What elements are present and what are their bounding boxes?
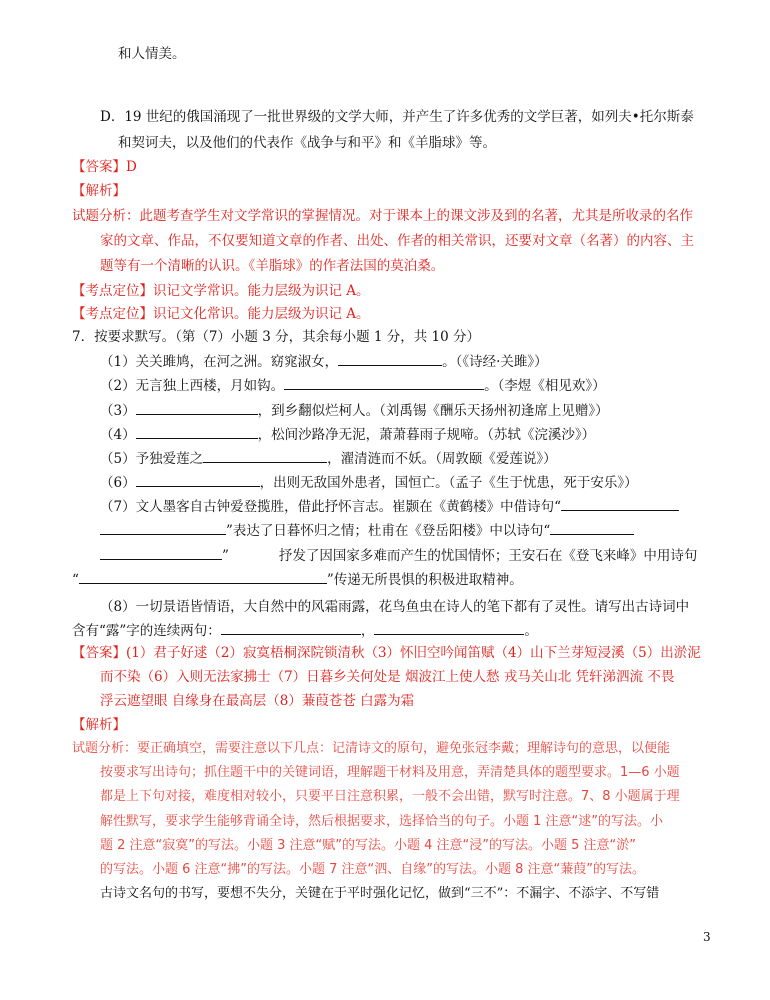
q7-item-4: （4） ，松间沙路净无泥，萧萧暮雨子规啼。（苏轼《浣溪沙》） bbox=[100, 424, 595, 445]
q6-analysis-heading: 【解析】 bbox=[72, 183, 126, 199]
answer-blank[interactable] bbox=[221, 620, 361, 635]
q7-analysis-line: 解性默写，要求学生能够背诵全诗，然后根据要求，选择恰当的句子。小题 1 注意“逑”的写法。小 bbox=[100, 814, 664, 829]
option-c-tail: 和人情美。 bbox=[118, 46, 186, 62]
q7-analysis-line: 都是上下句对接，难度相对较小，只要平日注意积累，一般不会出错，默写时注意。7、8 小题属于理 bbox=[100, 789, 680, 804]
q7-analysis-line: 试题分析：要正确填空，需要注意以下几点：记清诗文的原句，避免张冠李戴；理解诗句的意思，以便能 bbox=[72, 741, 671, 756]
q7-analysis-line: 按要求写出诗句；抓住题干中的关键词语，理解题干材料及用意，弄清楚具体的题型要求。1—6 小题 bbox=[100, 765, 680, 780]
answer-blank[interactable] bbox=[374, 620, 524, 635]
q7-item-3: （3） ，到乡翻似烂柯人。（刘禹锡《酬乐天扬州初逢席上见赠》） bbox=[100, 400, 609, 421]
q7-item-7-line4: “ ”传递无所畏惧的积极进取精神。 bbox=[72, 569, 523, 590]
q7-item-1: （1）关关雎鸠，在河之洲。窈窕淑女， 。（《诗经·关雎》） bbox=[100, 351, 548, 372]
q6-analysis-line: 家的文章、作品，不仅要知道文章的作者、出处、作者的相关常识，还要对文章（名著）的内容、主 bbox=[100, 233, 694, 249]
q6-answer: 【答案】D bbox=[72, 159, 137, 175]
q7-item-7-line3: ” 抒发了因国家多难而产生的忧国情怀；王安石在《登飞来峰》中用诗句 bbox=[100, 545, 697, 566]
q7-item-8-line1: （8）一切景语皆情语，大自然中的风霜雨露，花鸟鱼虫在诗人的笔下都有了灵性。请写出古诗词中 bbox=[100, 599, 690, 615]
answer-blank[interactable] bbox=[136, 472, 260, 487]
q7-item-5: （5）予独爱莲之 ，濯清涟而不妖。（周敦颐《爱莲说》） bbox=[100, 448, 557, 469]
answer-blank[interactable] bbox=[284, 375, 484, 390]
answer-blank[interactable] bbox=[136, 400, 258, 415]
answer-blank[interactable] bbox=[136, 424, 258, 439]
answer-blank[interactable] bbox=[203, 448, 327, 463]
option-d-cont: 和契诃夫，以及他们的代表作《战争与和平》和《羊脂球》等。 bbox=[118, 135, 496, 151]
q6-analysis-line: 试题分析：此题考查学生对文学常识的掌握情况。对于课本上的课文涉及到的名著，尤其是所收录的名作 bbox=[72, 208, 693, 224]
q7-item-2: （2）无言独上西楼，月如钩。 。（李煜《相见欢》） bbox=[100, 375, 606, 396]
answer-blank[interactable] bbox=[100, 520, 226, 535]
q7-title: 7．按要求默写。（第（7）小题 3 分，其余每小题 1 分，共 10 分） bbox=[72, 329, 481, 345]
q7-item-8-line2: 含有“露”字的连续两句： ， 。 bbox=[72, 620, 538, 641]
page-number: 3 bbox=[703, 930, 711, 944]
q7-item-6: （6） ，出则无敌国外患者，国恒亡。（孟子《生于忧患，死于安乐》） bbox=[100, 472, 638, 493]
q7-analysis-line: 题 2 注意“寂寞”的写法。小题 3 注意“赋”的写法。小题 4 注意“浸”的写法。小题 5 注意“淤” bbox=[100, 838, 637, 853]
q7-analysis-line: 古诗文名句的书写，要想不失分，关键在于平时强化记忆，做到“三不”：不漏字、不添字、不写错 bbox=[100, 886, 660, 901]
q6-kaodian-2: 【考点定位】识记文化常识。能力层级为识记 A。 bbox=[72, 306, 370, 322]
option-d: D．19 世纪的俄国涌现了一批世界级的文学大师，并产生了许多优秀的文学巨著，如列夫•托尔斯泰 bbox=[100, 109, 694, 125]
q7-answer-line: 【答案】(1）君子好逑（2）寂寞梧桐深院锁清秋（3）怀旧空吟闻笛赋（4）山下兰芽短浸溪（5）出淤泥 bbox=[72, 645, 701, 661]
q7-answer-line: 而不染（6）入则无法家拂士（7）日暮乡关何处是 烟波江上使人愁 戎马关山北 凭轩涕泗流 不畏 bbox=[100, 669, 675, 685]
answer-blank[interactable] bbox=[79, 569, 327, 584]
q7-item-7-line2: ”表达了日暮怀归之情；杜甫在《登岳阳楼》中以诗句“ bbox=[100, 520, 634, 541]
answer-blank[interactable] bbox=[550, 520, 634, 535]
q7-item-7-line1: （7）文人墨客自古钟爱登揽胜，借此抒怀言志。崔颢在《黄鹤楼》中借诗句“ bbox=[100, 496, 679, 517]
q7-analysis-line: 的写法。小题 6 注意“拂”的写法。小题 7 注意“泗、自缘”的写法。小题 8 注意“蒹葭”的写法。 bbox=[100, 862, 646, 877]
q6-analysis-line: 题等有一个清晰的认识。《羊脂球》的作者法国的莫泊桑。 bbox=[100, 258, 445, 274]
answer-blank[interactable] bbox=[100, 545, 222, 560]
q6-kaodian-1: 【考点定位】识记文学常识。能力层级为识记 A。 bbox=[72, 283, 370, 299]
answer-blank[interactable] bbox=[338, 351, 442, 366]
answer-blank[interactable] bbox=[561, 496, 679, 511]
q7-analysis-heading: 【解析】 bbox=[72, 717, 126, 733]
q7-answer-line: 浮云遮望眼 自缘身在最高层（8）蒹葭苍苍 白露为霜 bbox=[100, 693, 415, 709]
